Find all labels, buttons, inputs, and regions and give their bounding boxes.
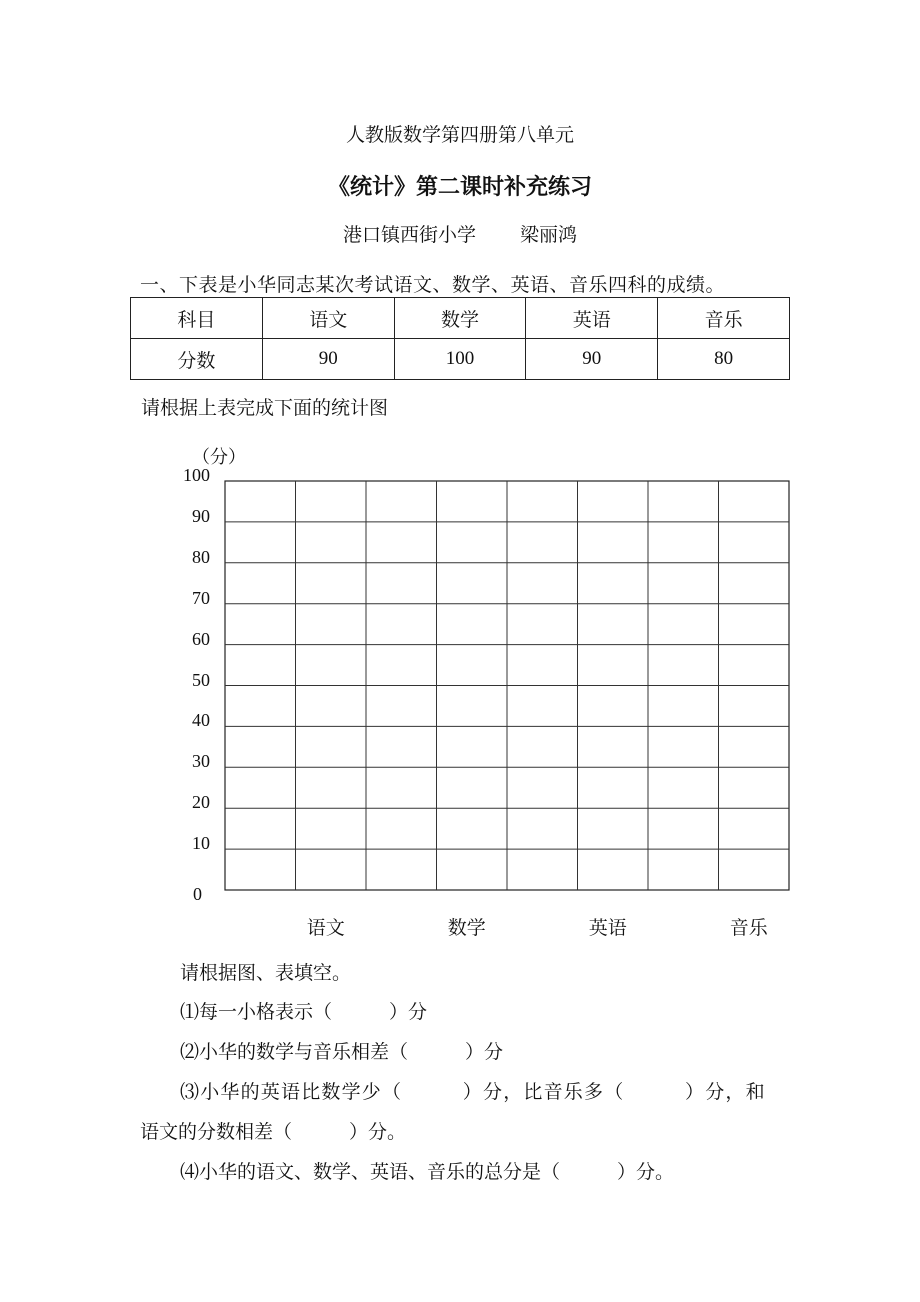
- table-header-cell: 分数: [131, 339, 263, 380]
- table-cell: 90: [262, 339, 394, 380]
- table-cell: 80: [658, 339, 790, 380]
- question-1-prompt: 一、下表是小华同志某次考试语文、数学、英语、音乐四科的成绩。: [140, 274, 726, 296]
- x-tick-label: 音乐: [729, 917, 768, 939]
- y-tick-label: 100: [183, 465, 210, 485]
- table-cell: 英语: [526, 298, 658, 339]
- y-tick-label: 0: [193, 884, 202, 904]
- x-tick-label: 英语: [588, 917, 627, 939]
- y-tick-label: 90: [192, 505, 210, 526]
- table-cell: 100: [394, 339, 526, 380]
- y-axis-unit-label: （分）: [192, 447, 246, 468]
- table-cell: 音乐: [658, 298, 790, 339]
- x-tick-label: 数学: [447, 917, 486, 939]
- author-name: 梁丽鸿: [520, 224, 578, 246]
- header-line: 人教版数学第四册第八单元: [345, 124, 574, 146]
- fill-blank-intro: 请根据图、表填空。: [180, 962, 352, 984]
- page-title: 《统计》第二课时补充练习: [327, 175, 592, 200]
- table-cell: 数学: [394, 298, 526, 339]
- school-name: 港口镇西街小学: [342, 224, 476, 246]
- question-item-3-text: ⑶小华的英语比数学少（ ）分，比音乐多（ ）分，和: [180, 1081, 766, 1103]
- question-item-4: ⑷小华的语文、数学、英语、音乐的总分是（ ）分。: [180, 1161, 675, 1183]
- y-tick-label: 30: [192, 751, 210, 772]
- table-cell: 90: [526, 339, 658, 380]
- y-tick-label: 80: [192, 546, 210, 567]
- question-item-3-line2: 语文的分数相差（ ）分。: [140, 1121, 407, 1143]
- question-item-2: ⑵小华的数学与音乐相差（ ）分: [180, 1041, 504, 1063]
- y-tick-label: 20: [192, 792, 210, 813]
- y-tick-label: 60: [192, 628, 210, 649]
- y-tick-label: 70: [192, 587, 210, 608]
- table-cell: 语文: [262, 298, 394, 339]
- y-tick-label: 50: [192, 669, 210, 690]
- question-item-1: ⑴每一小格表示（ ）分: [180, 1001, 428, 1023]
- y-tick-label: 10: [192, 833, 210, 854]
- chart-instruction: 请根据上表完成下面的统计图: [141, 397, 389, 419]
- x-tick-label: 语文: [306, 917, 345, 939]
- table-header-cell: 科目: [131, 298, 263, 339]
- y-tick-label: 40: [192, 710, 210, 731]
- question-item-3-line1: [180, 1077, 790, 1104]
